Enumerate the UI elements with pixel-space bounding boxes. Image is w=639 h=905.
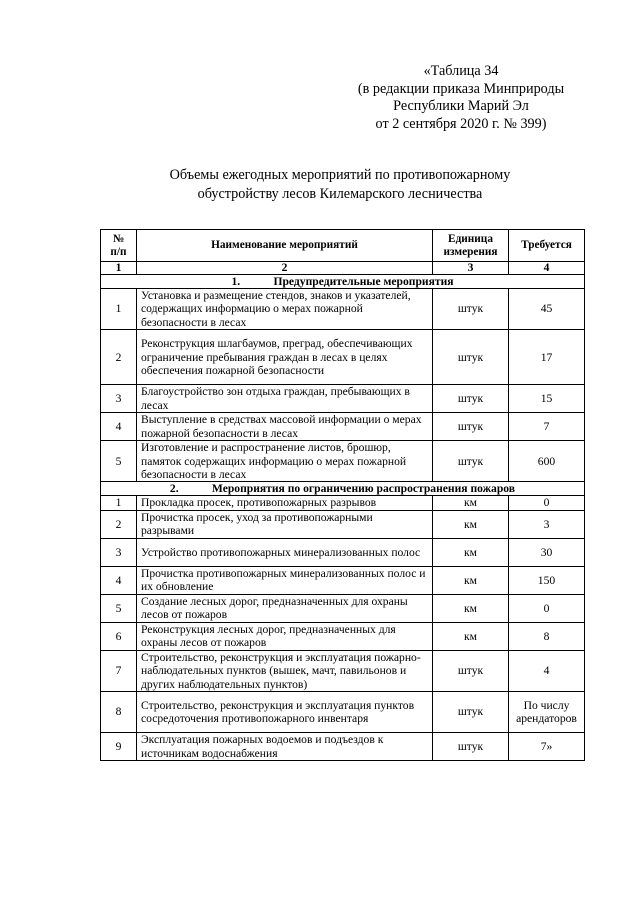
column-number: 1	[101, 262, 137, 275]
measure-unit: штук	[433, 330, 509, 385]
row-number: 5	[101, 594, 137, 622]
measure-name: Благоустройство зон отдыха граждан, пребывающих в лесах	[137, 385, 433, 413]
row-number: 4	[101, 413, 137, 441]
table-row	[101, 733, 585, 761]
table-row	[101, 650, 585, 691]
measure-unit: км	[433, 510, 509, 538]
table-header-row	[101, 230, 585, 262]
section-row	[101, 275, 585, 289]
document-title	[100, 166, 580, 204]
column-number: 3	[433, 262, 509, 275]
measure-unit: штук	[433, 692, 509, 733]
measure-name: Реконструкция лесных дорог, предназначенных для охраны лесов от пожаров	[137, 622, 433, 650]
section-number: 1.	[231, 275, 241, 288]
header-name: Наименование мероприятий	[137, 230, 433, 262]
section-title-cell	[101, 275, 585, 289]
heading-line: Республики Марий Эл	[393, 98, 529, 114]
measure-unit: штук	[433, 289, 509, 330]
measure-unit: км	[433, 496, 509, 510]
row-number: 2	[101, 330, 137, 385]
heading-line: (в редакции приказа Минприроды	[357, 80, 565, 97]
column-number-row	[101, 262, 585, 275]
measure-unit: штук	[433, 385, 509, 413]
measure-value: 7»	[509, 733, 585, 761]
measure-value: 17	[509, 330, 585, 385]
measure-name: Прокладка просек, противопожарных разрывов	[137, 496, 433, 510]
measure-value: 150	[509, 566, 585, 594]
row-number: 1	[101, 289, 137, 330]
title-line: Объемы ежегодных мероприятий по противопожарному	[169, 167, 511, 183]
row-number: 2	[101, 510, 137, 538]
measure-value: По числу арендаторов	[509, 692, 585, 733]
column-number: 2	[137, 262, 433, 275]
section-title-cell	[101, 482, 585, 496]
measure-unit: штук	[433, 441, 509, 482]
measure-name: Выступление в средствах массовой информации о мерах пожарной безопасности в лесах	[137, 413, 433, 441]
measure-unit: штук	[433, 733, 509, 761]
row-number: 4	[101, 566, 137, 594]
measure-name: Реконструкция шлагбаумов, преград, обеспечивающих ограничение пребывания граждан в лесах в целях обеспечения пожарной безопасности	[137, 330, 433, 385]
measure-name: Строительство, реконструкция и эксплуатация пунктов сосредоточения противопожарного инвентаря	[137, 692, 433, 733]
title-line: обустройству лесов Килемарского лесничества	[197, 186, 483, 202]
table-row	[101, 441, 585, 482]
header-number: № п/п	[101, 230, 137, 262]
row-number: 7	[101, 650, 137, 691]
measure-unit: км	[433, 538, 509, 566]
measure-name: Эксплуатация пожарных водоемов и подъездов к источникам водоснабжения	[137, 733, 433, 761]
table-row	[101, 538, 585, 566]
section-number: 2.	[169, 482, 179, 496]
row-number: 3	[101, 538, 137, 566]
table-row	[101, 330, 585, 385]
measure-name: Устройство противопожарных минерализованных полос	[137, 538, 433, 566]
measure-value: 600	[509, 441, 585, 482]
table-row	[101, 289, 585, 330]
measure-unit: км	[433, 566, 509, 594]
header-required: Требуется	[509, 230, 585, 262]
measure-value: 8	[509, 622, 585, 650]
measures-table	[100, 229, 585, 761]
measure-name: Прочистка просек, уход за противопожарными разрывами	[137, 510, 433, 538]
table-row	[101, 385, 585, 413]
measure-value: 3	[509, 510, 585, 538]
row-number: 6	[101, 622, 137, 650]
row-number: 5	[101, 441, 137, 482]
section-row	[101, 482, 585, 496]
row-number: 9	[101, 733, 137, 761]
measure-value: 45	[509, 289, 585, 330]
measure-unit: км	[433, 622, 509, 650]
measure-value: 30	[509, 538, 585, 566]
measure-value: 7	[509, 413, 585, 441]
table-row	[101, 413, 585, 441]
section-title: Предупредительные мероприятия	[273, 275, 454, 288]
measure-value: 4	[509, 650, 585, 691]
measure-value: 0	[509, 594, 585, 622]
heading-line: «Таблица 34	[423, 63, 499, 79]
measure-name: Прочистка противопожарных минерализованных полос и их обновление	[137, 566, 433, 594]
measure-value: 15	[509, 385, 585, 413]
table-row	[101, 510, 585, 538]
measure-name: Создание лесных дорог, предназначенных для охраны лесов от пожаров	[137, 594, 433, 622]
row-number: 8	[101, 692, 137, 733]
table-row	[101, 594, 585, 622]
heading-line: от 2 сентября 2020 г. № 399)	[375, 115, 547, 132]
table-row	[101, 566, 585, 594]
measure-value: 0	[509, 496, 585, 510]
header-unit: Единица измерения	[433, 230, 509, 262]
measure-name: Изготовление и распространение листов, брошюр, памяток содержащих информацию о мерах пожарной безопасности в лесах	[137, 441, 433, 482]
row-number: 1	[101, 496, 137, 510]
table-row	[101, 622, 585, 650]
row-number: 3	[101, 385, 137, 413]
section-title: Мероприятия по ограничению распространения пожаров	[211, 482, 516, 496]
measure-unit: штук	[433, 413, 509, 441]
table-row	[101, 692, 585, 733]
measure-name: Строительство, реконструкция и эксплуатация пожарно-наблюдательных пунктов (вышек, мачт, павильонов и других наблюдательных пунктов)	[137, 650, 433, 691]
measure-unit: км	[433, 594, 509, 622]
column-number: 4	[509, 262, 585, 275]
measure-unit: штук	[433, 650, 509, 691]
table-row	[101, 496, 585, 510]
measure-name: Установка и размещение стендов, знаков и указателей, содержащих информацию о мерах пожарной безопасности в лесах	[137, 289, 433, 330]
table-body	[101, 275, 585, 761]
table-reference-heading	[330, 63, 592, 133]
